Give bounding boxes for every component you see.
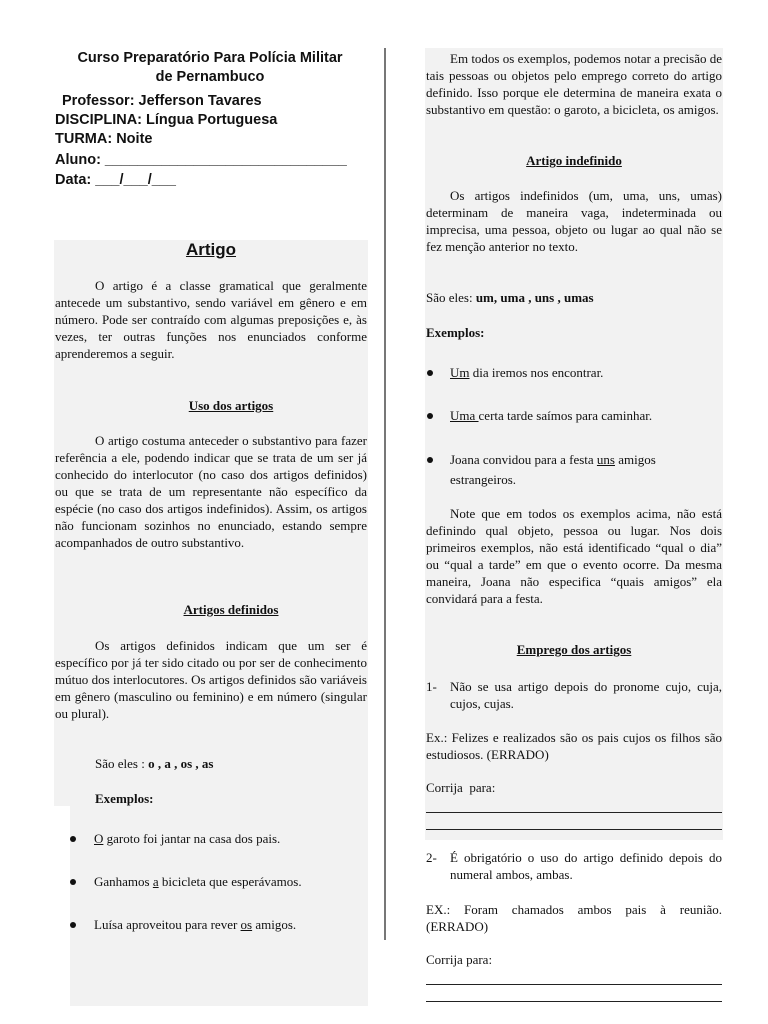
sao-eles-values: um, uma , uns , umas — [475, 290, 594, 305]
example-text-post: dia iremos nos encontrar. — [469, 365, 604, 380]
aluno-line: Aluno: ______________________________ — [55, 152, 347, 168]
answer-line-1a[interactable] — [426, 812, 722, 813]
definidos-heading: Artigos definidos — [183, 602, 279, 617]
definidos-sao-eles — [95, 756, 213, 772]
turma-line: TURMA: Noite — [55, 131, 153, 147]
sao-eles-values: o , a , os , as — [148, 756, 214, 771]
professor-line: Professor: Jefferson Tavares — [62, 93, 262, 109]
example-text-post: certa tarde saímos para caminhar. — [478, 408, 653, 423]
uso-text: O artigo costuma anteceder o substantivo para fazer referência a ele, podendo indicar que se trata de um ser já conhecido do interlocutor (no caso dos artigos definidos) ou que se trata de um representante não específico da espécie (no caso dos artigos indefinidos). Assim, os artigos não funcionam sozinhos no enunciado, estando sempre acompanhados de outro substantivo. — [55, 433, 367, 550]
rule-number: 1- — [426, 679, 437, 694]
course-title-line1: Curso Preparatório Para Polícia Militar — [77, 50, 343, 66]
bullet-icon — [427, 457, 433, 463]
bullet-icon — [427, 370, 433, 376]
course-title-line2: de Pernambuco — [155, 69, 265, 85]
note-text: Note que em todos os exemplos acima, não está definindo qual objeto, pessoa ou lugar. Nos dois primeiros exemplos, não está identificado “qual o dia” ou “qual a tarde” em que o evento ocorre. Da mesma maneira, Joana não especifica “quais amigos” ela convidará para a festa. — [426, 506, 722, 606]
rule-1-example: Ex.: Felizes e realizados são os pais cujos os filhos são estudiosos. (ERRADO) — [426, 730, 722, 762]
example-article: Uma — [450, 408, 479, 423]
example-text-pre: Luísa aproveitou para rever — [94, 917, 241, 932]
disciplina-line: DISCIPLINA: Língua Portuguesa — [55, 112, 278, 128]
example-article: O — [94, 831, 104, 846]
emprego-heading: Emprego dos artigos — [516, 642, 632, 657]
example-text-post: amigos. — [252, 917, 297, 932]
corrija-label-2: Corrija para: — [426, 952, 493, 967]
exemplos-label-left: Exemplos: — [95, 791, 154, 806]
course-title — [55, 49, 365, 87]
example-article: os — [240, 917, 253, 932]
sao-eles-label: São eles: — [426, 290, 473, 305]
indef-text: Os artigos indefinidos (um, uma, uns, umas) determinam de maneira vaga, indeterminada ou imprecisa, uma pessoa, objeto ou lugar ao qual não se fez menção anterior no texto. — [426, 188, 722, 254]
uso-heading: Uso dos artigos — [188, 398, 274, 413]
rule-2-example: EX.: Foram chamados ambos pais à reunião. (ERRADO) — [426, 902, 722, 934]
right-intro: Em todos os exemplos, podemos notar a precisão de tais pessoas ou objetos pelo emprego correto do artigo definido. Isso porque ele determina de maneira exata o substantivo em questão: o garoto, a bicicleta, os amigos. — [426, 51, 722, 117]
bullet-icon — [427, 413, 433, 419]
column-divider — [384, 48, 386, 940]
answer-line-2a[interactable] — [426, 984, 722, 985]
example-article: Um — [450, 365, 470, 380]
example-article: uns — [596, 452, 615, 467]
exemplos-label-right: Exemplos: — [426, 325, 485, 340]
example-text-pre: Ganhamos — [94, 874, 153, 889]
example-article: a — [152, 874, 159, 889]
bullet-icon — [70, 879, 76, 885]
example-text-pre: Joana convidou para a festa — [450, 452, 597, 467]
example-text-post: bicicleta que esperávamos. — [158, 874, 302, 889]
example-text-line2: estrangeiros. — [450, 472, 517, 487]
indef-heading: Artigo indefinido — [526, 153, 622, 168]
artigo-intro: O artigo é a classe gramatical que geralmente antecede um substantivo, sendo variável em gênero e em número. Pode ser contraído com algumas preposições e, às vezes, ter outras funções nos enunciados conforme aprenderemos a seguir. — [55, 278, 367, 361]
section-title-artigo: Artigo — [185, 240, 237, 259]
indef-sao-eles — [426, 290, 594, 306]
data-line: Data: ___/___/___ — [55, 172, 176, 188]
rule-number: 2- — [426, 850, 437, 865]
example-text-post: garoto foi jantar na casa dos pais. — [103, 831, 281, 846]
definidos-text: Os artigos definidos indicam que um ser é específico por já ter sido citado ou por ser de conhecimento mútuo dos interlocutores. Os artigos definidos são variáveis em gênero (masculino ou feminino) e em número (singular ou plural). — [55, 638, 367, 721]
sao-eles-label: São eles : — [95, 756, 145, 771]
rule-text: Não se usa artigo depois do pronome cujo, cuja, cujos, cujas. — [450, 679, 722, 711]
example-text-post: amigos — [614, 452, 656, 467]
corrija-label-1: Corrija para: — [426, 780, 496, 795]
answer-line-2b[interactable] — [426, 1001, 722, 1002]
bullet-icon — [70, 836, 76, 842]
answer-line-1b[interactable] — [426, 829, 722, 830]
bullet-icon — [70, 922, 76, 928]
rule-text: É obrigatório o uso do artigo definido depois do numeral ambos, ambas. — [450, 850, 722, 882]
